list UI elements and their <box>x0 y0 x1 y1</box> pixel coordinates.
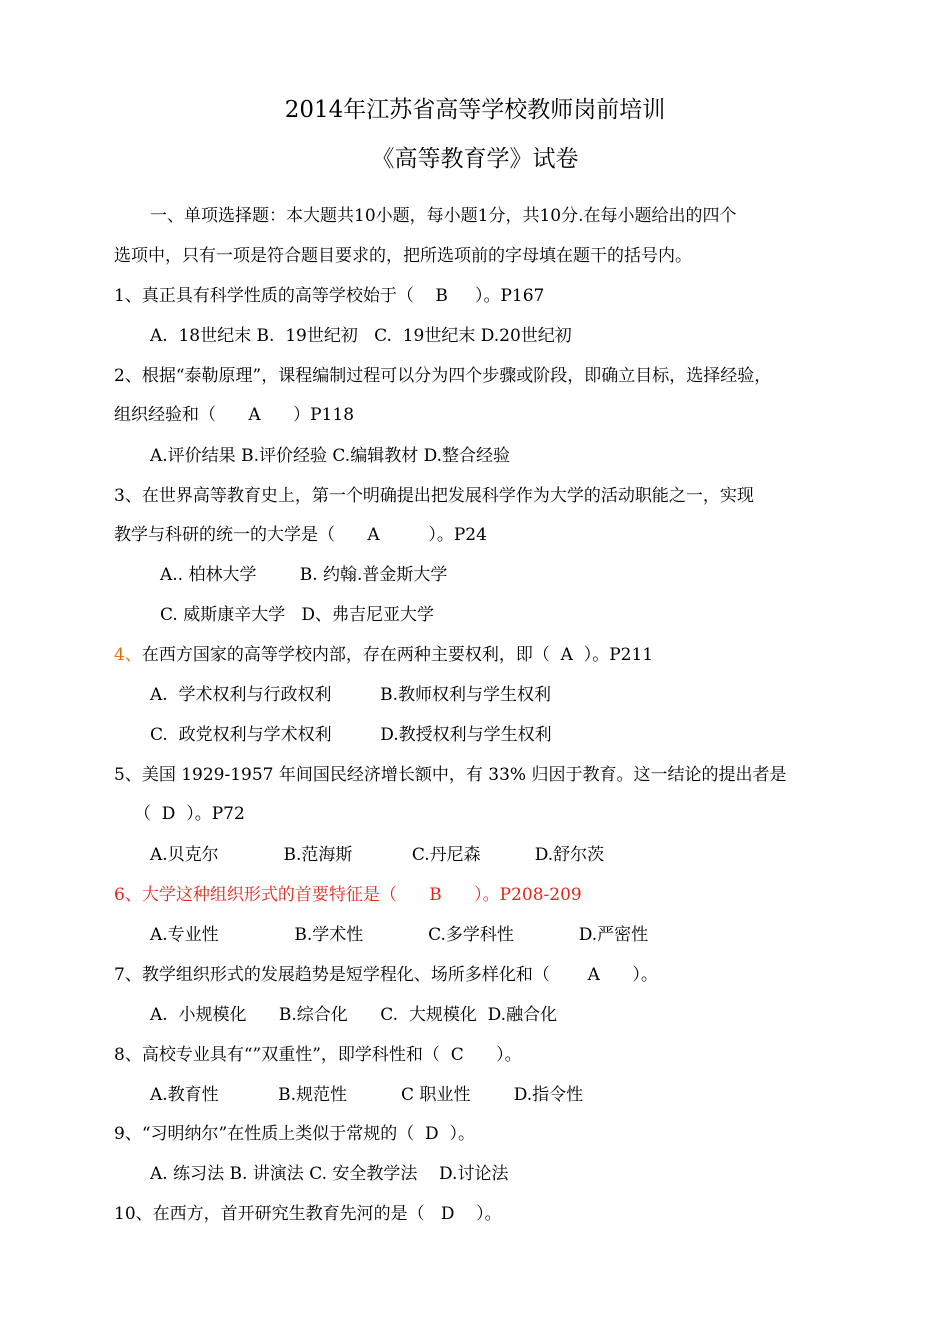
question-10: 10、在西方，首开研究生教育先河的是（ D ）。 <box>114 1204 502 1224</box>
question-9: 9、“习明纳尔”在性质上类似于常规的（ D ）。 <box>114 1124 475 1144</box>
question-4-options: A. 学术权利与行政权利 B.教师权利与学生权利 <box>150 685 552 705</box>
question-6-options: A.专业性 B.学术性 C.多学科性 D.严密性 <box>150 925 649 945</box>
question-1-options: A. 18世纪末 B. 19世纪初 C. 19世纪末 D.20世纪初 <box>150 326 572 346</box>
question-4-options: C. 政党权利与学术权利 D.教授权利与学生权利 <box>150 725 552 745</box>
question-3: 3、在世界高等教育史上，第一个明确提出把发展科学作为大学的活动职能之一，实现 <box>114 486 754 506</box>
question-1: 1、真正具有科学性质的高等学校始于（ B ）。P167 <box>114 286 545 306</box>
question-2-options: A.评价结果 B.评价经验 C.编辑教材 D.整合经验 <box>150 446 511 466</box>
exam-title: 2014年江苏省高等学校教师岗前培训 <box>284 97 666 123</box>
question-8-options: A.教育性 B.规范性 C 职业性 D.指令性 <box>150 1085 584 1105</box>
exam-subtitle: 《高等教育学》试卷 <box>371 146 579 172</box>
question-2: 2、根据“泰勒原理”，课程编制过程可以分为四个步骤或阶段，即确立目标，选择经验， <box>114 366 772 386</box>
instruction-line: 一、单项选择题：本大题共10小题，每小题1分，共10分.在每小题给出的四个 <box>150 206 737 226</box>
question-3-options: C. 威斯康辛大学 D、弗吉尼亚大学 <box>160 605 435 625</box>
question-3-cont: 教学与科研的统一的大学是（ A ）。P24 <box>114 525 487 545</box>
question-3-options: A.. 柏林大学 B. 约翰.普金斯大学 <box>160 565 448 585</box>
question-2-cont: 组织经验和（ A ）P118 <box>114 405 355 425</box>
question-5: 5、美国 1929-1957 年间国民经济增长额中，有 33% 归因于教育。这一结论的提出者是 <box>114 765 787 785</box>
question-7-options: A. 小规模化 B.综合化 C. 大规模化 D.融合化 <box>150 1005 558 1025</box>
question-5-cont: （ D ）。P72 <box>134 804 245 824</box>
instruction-line: 选项中，只有一项是符合题目要求的，把所选项前的字母填在题干的括号内。 <box>114 246 692 266</box>
question-6: 6、大学这种组织形式的首要特征是（ B ）。P208-209 <box>114 885 582 905</box>
question-4-text: 在西方国家的高等学校内部，存在两种主要权利，即（ A ）。P211 <box>141 645 654 665</box>
question-8: 8、高校专业具有“”双重性”，即学科性和（ C ）。 <box>114 1045 522 1065</box>
question-4 <box>114 645 653 665</box>
question-5-options: A.贝克尔 B.范海斯 C.丹尼森 D.舒尔茨 <box>150 845 605 865</box>
question-7: 7、教学组织形式的发展趋势是短学程化、场所多样化和（ A ）。 <box>114 965 658 985</box>
question-4-number: 4、 <box>114 645 142 665</box>
question-9-options: A. 练习法 B. 讲演法 C. 安全教学法 D.讨论法 <box>150 1164 509 1184</box>
